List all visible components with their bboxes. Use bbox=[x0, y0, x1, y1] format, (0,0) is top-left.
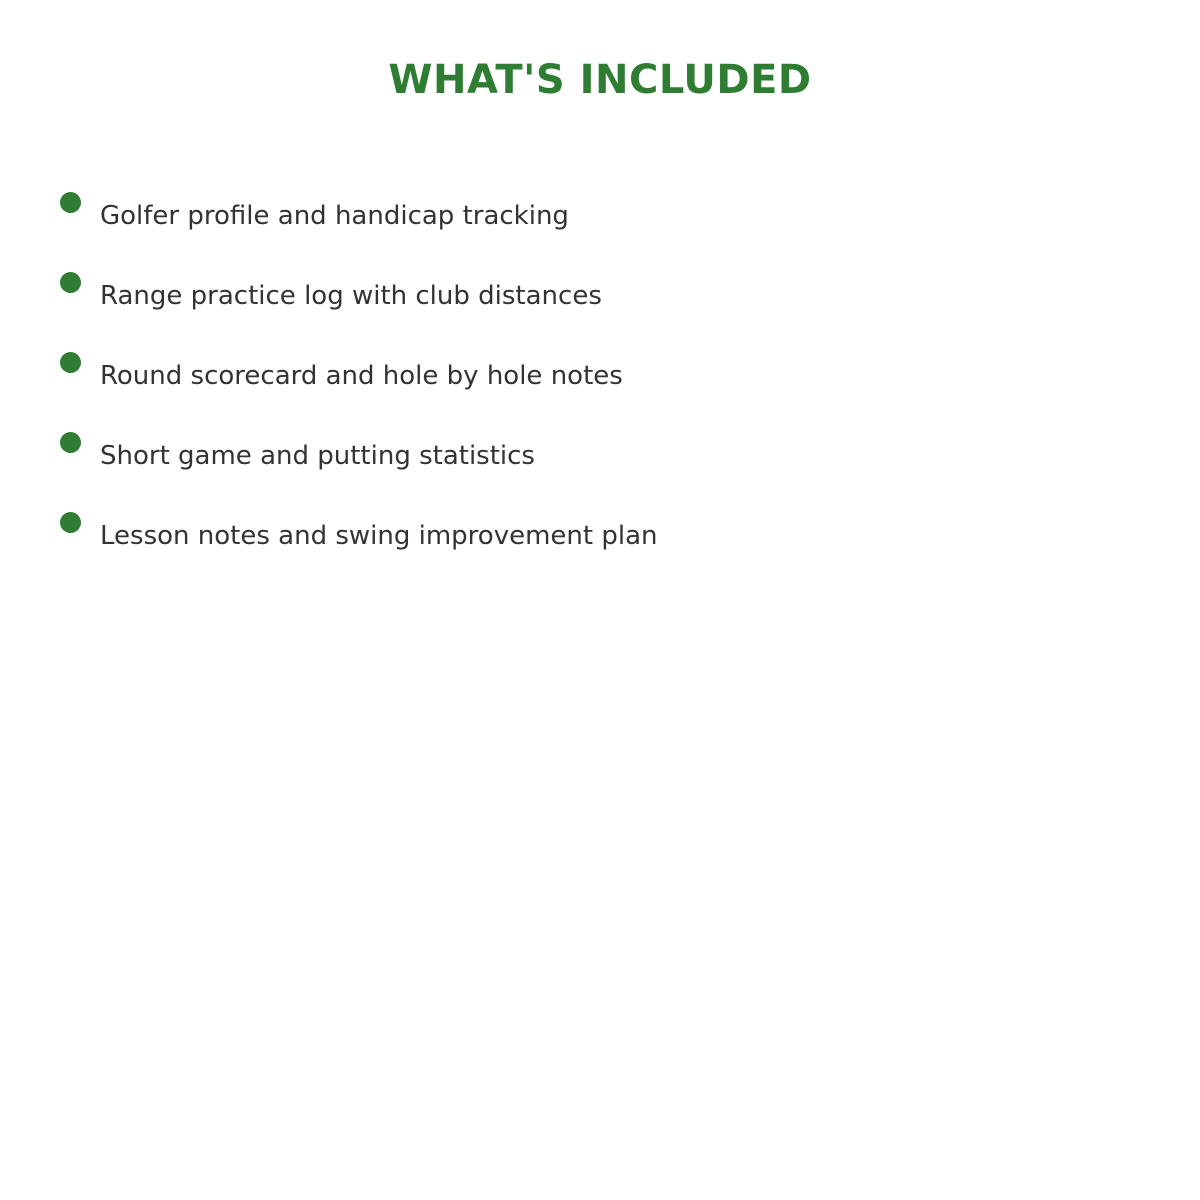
page-title: WHAT'S INCLUDED bbox=[388, 57, 812, 103]
feature-label: Short game and putting statistics bbox=[100, 441, 535, 471]
feature-label: Golfer profile and handicap tracking bbox=[100, 201, 569, 231]
feature-label: Lesson notes and swing improvement plan bbox=[100, 521, 658, 551]
bullet-icon bbox=[60, 352, 81, 373]
bullet-icon bbox=[60, 272, 81, 293]
bullet-icon bbox=[60, 512, 81, 533]
feature-label: Range practice log with club distances bbox=[100, 281, 602, 311]
bullet-icon bbox=[60, 192, 81, 213]
bullet-icon bbox=[60, 432, 81, 453]
feature-label: Round scorecard and hole by hole notes bbox=[100, 361, 623, 391]
